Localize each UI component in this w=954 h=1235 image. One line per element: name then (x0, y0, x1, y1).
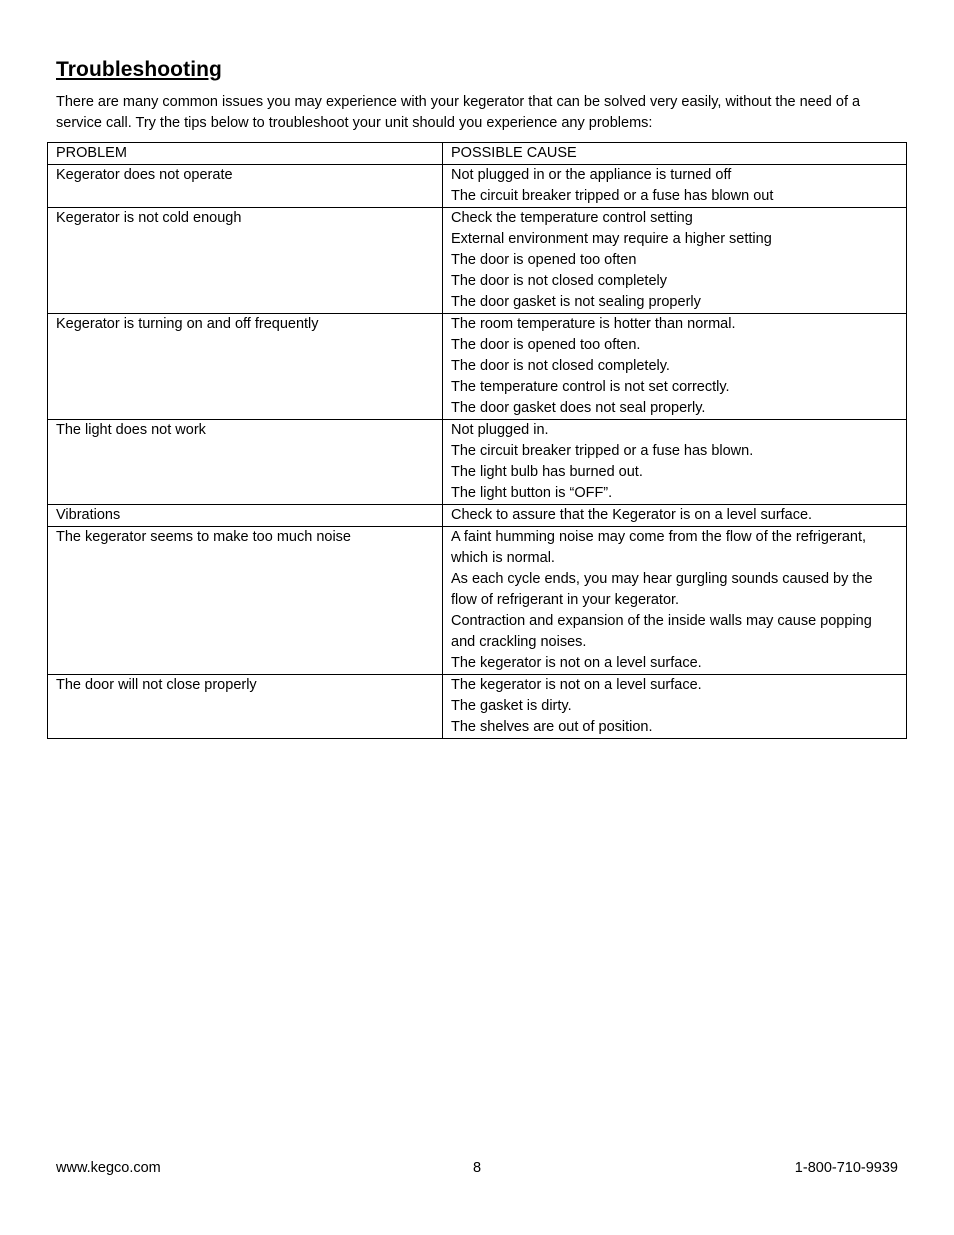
possible-cause-cell (443, 314, 907, 420)
table-row (48, 165, 907, 208)
problem-cell: The kegerator seems to make too much noise (48, 527, 443, 675)
header-possible-cause: POSSIBLE CAUSE (443, 143, 907, 165)
cause-line: The circuit breaker tripped or a fuse has blown. (451, 443, 754, 459)
footer-phone: 1-800-710-9939 (794, 1160, 898, 1176)
cause-line: The shelves are out of position. (451, 719, 653, 735)
cause-line: The door is opened too often (451, 252, 637, 268)
table-row (48, 505, 907, 527)
table-row (48, 420, 907, 505)
cause-line: The light button is “OFF”. (451, 485, 613, 501)
cause-line: The circuit breaker tripped or a fuse has blown out (451, 188, 774, 204)
possible-cause-cell (443, 505, 907, 527)
table-header-row (48, 143, 907, 165)
cause-line: Contraction and expansion of the inside walls may cause popping and crackling noises. (451, 613, 872, 650)
cause-line: A faint humming noise may come from the flow of the refrigerant, which is normal. (451, 529, 867, 566)
footer-website: www.kegco.com (56, 1160, 161, 1176)
cause-line: The door gasket does not seal properly. (451, 400, 706, 416)
page-title: Troubleshooting (56, 58, 222, 81)
problem-cell: Kegerator does not operate (48, 165, 443, 208)
cause-line: Check to assure that the Kegerator is on a level surface. (451, 507, 813, 523)
problem-cell: Kegerator is not cold enough (48, 208, 443, 314)
cause-line: The door is not closed completely. (451, 358, 670, 374)
cause-line: As each cycle ends, you may hear gurgling sounds caused by the flow of refrigerant in your kegerator. (451, 571, 873, 608)
cause-line: Check the temperature control setting (451, 210, 693, 226)
table-row (48, 527, 907, 675)
possible-cause-cell (443, 527, 907, 675)
cause-line: The door is opened too often. (451, 337, 641, 353)
cause-line: The door is not closed completely (451, 273, 667, 289)
cause-line: The door gasket is not sealing properly (451, 294, 701, 310)
cause-line: External environment may require a higher setting (451, 231, 772, 247)
cause-line: The light bulb has burned out. (451, 464, 643, 480)
problem-cell: The light does not work (48, 420, 443, 505)
possible-cause-cell (443, 165, 907, 208)
header-problem: PROBLEM (48, 143, 443, 165)
possible-cause-cell (443, 675, 907, 739)
troubleshooting-table (47, 142, 907, 739)
problem-cell: Vibrations (48, 505, 443, 527)
cause-line: The temperature control is not set correctly. (451, 379, 730, 395)
cause-line: The kegerator is not on a level surface. (451, 677, 702, 693)
possible-cause-cell (443, 420, 907, 505)
footer-page-number: 8 (473, 1160, 482, 1176)
cause-line: Not plugged in or the appliance is turned off (451, 167, 732, 183)
cause-line: Not plugged in. (451, 422, 549, 438)
possible-cause-cell (443, 208, 907, 314)
table-row (48, 208, 907, 314)
problem-cell: The door will not close properly (48, 675, 443, 739)
problem-cell: Kegerator is turning on and off frequently (48, 314, 443, 420)
table-row (48, 314, 907, 420)
cause-line: The kegerator is not on a level surface. (451, 655, 702, 671)
table-row (48, 675, 907, 739)
intro-paragraph: There are many common issues you may experience with your kegerator that can be solved very easily, without the need of a service call. Try the tips below to troubleshoot your unit should you experience any problems: (56, 94, 861, 131)
cause-line: The room temperature is hotter than normal. (451, 316, 736, 332)
cause-line: The gasket is dirty. (451, 698, 572, 714)
